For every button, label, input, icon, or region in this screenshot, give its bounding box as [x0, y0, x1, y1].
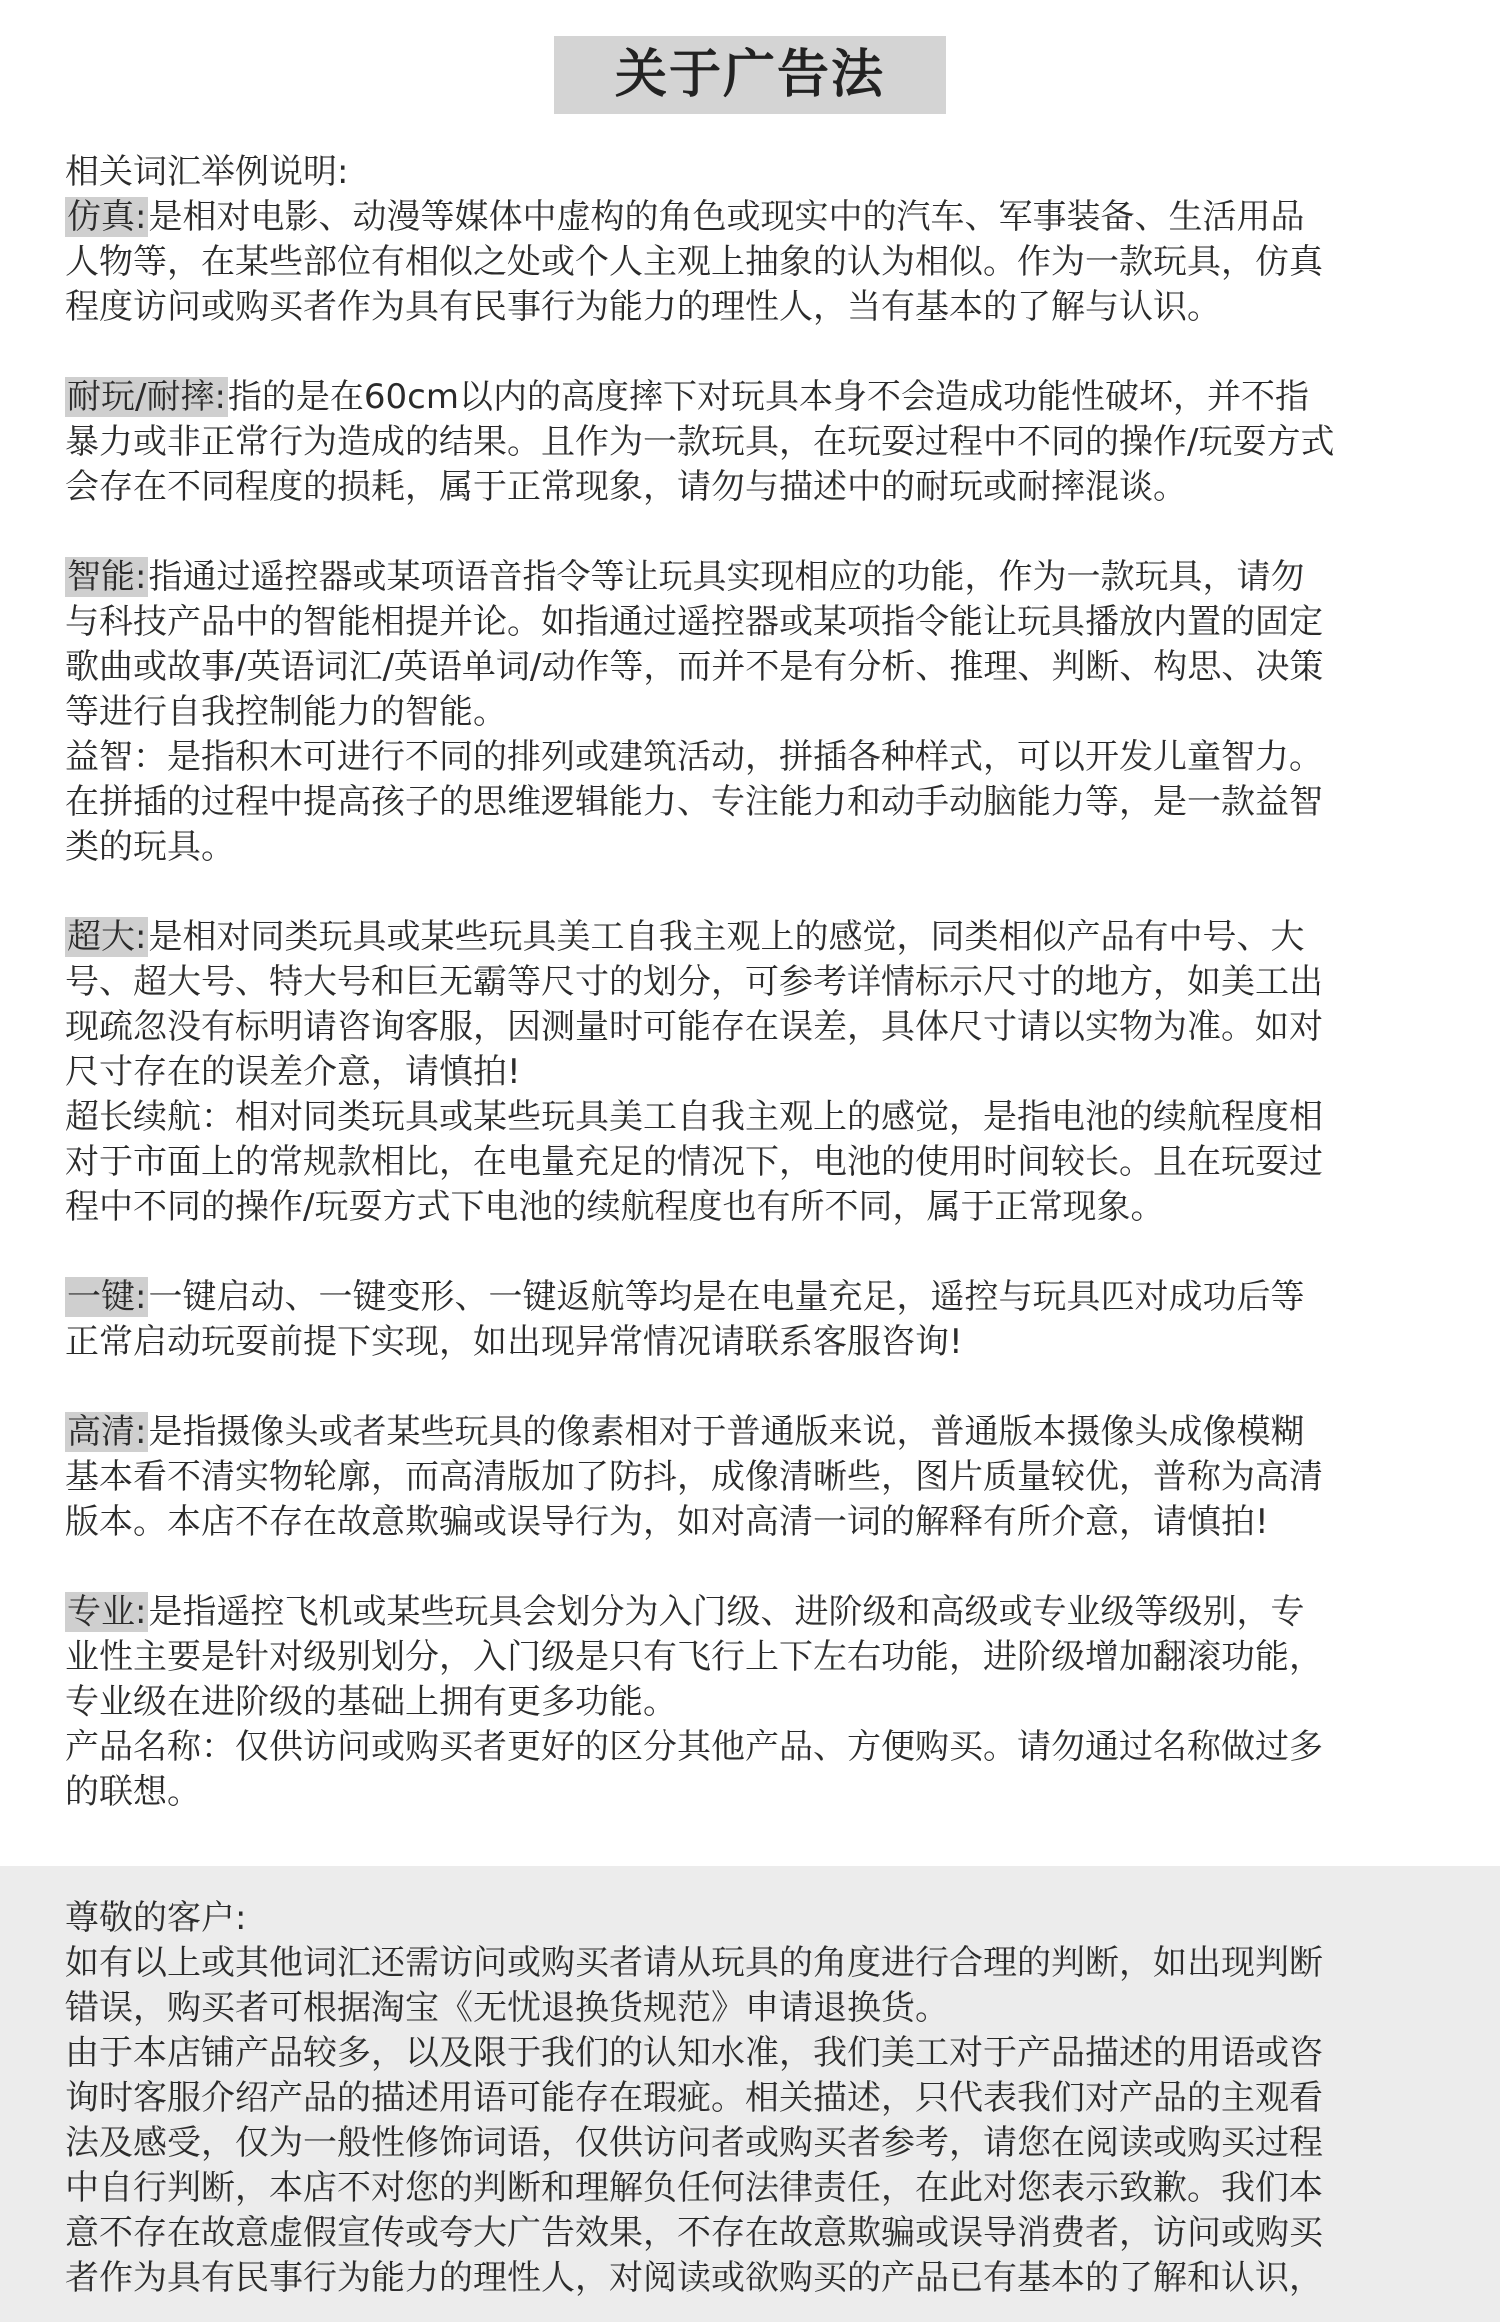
- notice-line: 如有以上或其他词汇还需访问或购买者请从玩具的角度进行合理的判断，如出现判断: [65, 1943, 1323, 1983]
- section-line: 与科技产品中的智能相提并论。如指通过遥控器或某项指令能让玩具播放内置的固定: [65, 602, 1323, 642]
- section-naiwan: [65, 375, 1450, 510]
- section-text: 是相对电影、动漫等媒体中虚构的角色或现实中的汽车、军事装备、生活用品: [148, 197, 1305, 237]
- spacer: [65, 510, 1450, 555]
- section-line: 业性主要是针对级别划分，入门级是只有飞行上下左右功能，进阶级增加翻滚功能，: [65, 1637, 1323, 1677]
- notice-line: 询时客服介绍产品的描述用语可能存在瑕疵。相关描述，只代表我们对产品的主观看: [65, 2078, 1323, 2118]
- section-line: 暴力或非正常行为造成的结果。且作为一款玩具，在玩耍过程中不同的操作/玩耍方式: [65, 422, 1335, 462]
- section-line: 会存在不同程度的损耗，属于正常现象，请勿与描述中的耐玩或耐摔混谈。: [65, 467, 1187, 507]
- section-fangzhen: [65, 195, 1450, 330]
- section-line: 歌曲或故事/英语词汇/英语单词/动作等，而并不是有分析、推理、判断、构思、决策: [65, 647, 1324, 687]
- section-line: 基本看不清实物轮廓，而高清版加了防抖，成像清晰些，图片质量较优，普称为高清: [65, 1457, 1323, 1497]
- section-line: 在拼插的过程中提高孩子的思维逻辑能力、专注能力和动手动脑能力等，是一款益智: [65, 782, 1323, 822]
- section-line: 产品名称：仅供访问或购买者更好的区分其他产品、方便购买。请勿通过名称做过多: [65, 1727, 1323, 1767]
- term-label: 超大:: [67, 917, 147, 957]
- section-line: 超长续航：相对同类玩具或某些玩具美工自我主观上的感觉，是指电池的续航程度相: [65, 1097, 1323, 1137]
- section-line: [65, 1590, 1450, 1635]
- spacer: [65, 870, 1450, 915]
- section-line: [65, 375, 1450, 420]
- section-chaoda: [65, 915, 1450, 1230]
- term-label: 高清:: [67, 1412, 147, 1452]
- section-line: 类的玩具。: [65, 827, 235, 867]
- section-text: 指的是在60cm以内的高度摔下对玩具本身不会造成功能性破坏，并不指: [227, 377, 1309, 417]
- notice-text-block: [65, 1896, 1450, 2301]
- section-text: 是相对同类玩具或某些玩具美工自我主观上的感觉，同类相似产品有中号、大: [148, 917, 1305, 957]
- notice-line: 由于本店铺产品较多，以及限于我们的认知水准，我们美工对于产品描述的用语或咨: [65, 2033, 1323, 2073]
- section-line: 专业级在进阶级的基础上拥有更多功能。: [65, 1682, 677, 1722]
- term-label: 智能:: [67, 557, 147, 597]
- section-text: 一键启动、一键变形、一键返航等均是在电量充足，遥控与玩具匹对成功后等: [148, 1277, 1305, 1317]
- section-line: [65, 1275, 1450, 1320]
- main-content: [65, 150, 1450, 1815]
- section-line: 的联想。: [65, 1772, 201, 1812]
- notice-greeting: 尊敬的客户:: [65, 1898, 247, 1938]
- section-line: 号、超大号、特大号和巨无霸等尺寸的划分，可参考详情标示尺寸的地方，如美工出: [65, 962, 1323, 1002]
- section-line: 版本。本店不存在故意欺骗或误导行为，如对高清一词的解释有所介意，请慎拍!: [65, 1502, 1269, 1542]
- section-line: [65, 915, 1450, 960]
- section-line: 程中不同的操作/玩耍方式下电池的续航程度也有所不同，属于正常现象。: [65, 1187, 1165, 1227]
- term-label: 耐玩/耐摔:: [67, 377, 226, 417]
- section-line: 现疏忽没有标明请咨询客服，因测量时可能存在误差，具体尺寸请以实物为准。如对: [65, 1007, 1323, 1047]
- section-line: 等进行自我控制能力的智能。: [65, 692, 507, 732]
- section-line: 对于市面上的常规款相比，在电量充足的情况下，电池的使用时间较长。且在玩耍过: [65, 1142, 1323, 1182]
- section-text: 是指遥控飞机或某些玩具会划分为入门级、进阶级和高级或专业级等级别，专: [148, 1592, 1305, 1632]
- spacer: [65, 1545, 1450, 1590]
- notice-line: 法及感受，仅为一般性修饰词语，仅供访问者或购买者参考，请您在阅读或购买过程: [65, 2123, 1323, 2163]
- section-line: 尺寸存在的误差介意，请慎拍!: [65, 1052, 521, 1092]
- spacer: [65, 1230, 1450, 1275]
- notice-line: 者作为具有民事行为能力的理性人，对阅读或欲购买的产品已有基本的了解和认识，: [65, 2258, 1323, 2298]
- section-line: 益智：是指积木可进行不同的排列或建筑活动，拼插各种样式，可以开发儿童智力。: [65, 737, 1323, 777]
- section-line: 人物等，在某些部位有相似之处或个人主观上抽象的认为相似。作为一款玩具，仿真: [65, 242, 1323, 282]
- term-label: 仿真:: [67, 197, 147, 237]
- section-line: 正常启动玩耍前提下实现，如出现异常情况请联系客服咨询!: [65, 1322, 963, 1362]
- notice-line: 中自行判断，本店不对您的判断和理解负任何法律责任，在此对您表示致歉。我们本: [65, 2168, 1323, 2208]
- term-label: 一键:: [67, 1277, 147, 1317]
- section-text: 指通过遥控器或某项语音指令等让玩具实现相应的功能，作为一款玩具，请勿: [148, 557, 1305, 597]
- section-yijian: [65, 1275, 1450, 1365]
- page-title: 关于广告法: [554, 36, 946, 114]
- term-label: 专业:: [67, 1592, 147, 1632]
- section-line: [65, 1410, 1450, 1455]
- section-line: [65, 195, 1450, 240]
- section-text: 是指摄像头或者某些玩具的像素相对于普通版来说，普通版本摄像头成像模糊: [148, 1412, 1305, 1452]
- spacer: [65, 330, 1450, 375]
- spacer: [65, 1365, 1450, 1410]
- notice-line: 意不存在故意虚假宣传或夸大广告效果，不存在故意欺骗或误导消费者，访问或购买: [65, 2213, 1323, 2253]
- title-container: [0, 36, 1500, 114]
- notice-line: 错误，购买者可根据淘宝《无忧退换货规范》申请退换货。: [65, 1988, 949, 2028]
- section-line: 程度访问或购买者作为具有民事行为能力的理性人，当有基本的了解与认识。: [65, 287, 1221, 327]
- section-zhuanye: [65, 1590, 1450, 1815]
- intro-text: 相关词汇举例说明:: [65, 152, 349, 192]
- customer-notice: [0, 1866, 1500, 2322]
- section-line: [65, 555, 1450, 600]
- section-gaoqing: [65, 1410, 1450, 1545]
- section-zhineng: [65, 555, 1450, 870]
